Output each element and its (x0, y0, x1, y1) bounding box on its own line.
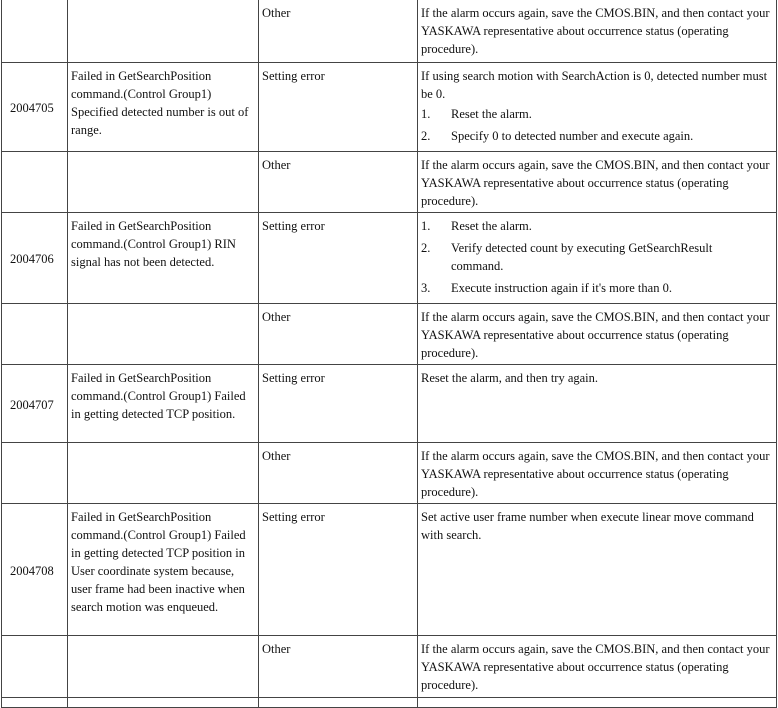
alarm-remedy-cell: If the alarm occurs again, save the CMOS.BIN, and then contact your YASKAWA representative about occurrence status (operating procedure). (418, 443, 777, 504)
alarm-remedy-cell (418, 698, 777, 708)
table-row (2, 213, 777, 304)
alarm-cause-cell (259, 698, 418, 708)
remedy-step: 2. Specify 0 to detected number and execute again. (421, 129, 694, 143)
alarm-cause-cell: Other (259, 0, 418, 63)
alarm-description-cell: Failed in GetSearchPosition command.(Control Group1) Specified detected number is out of range. (68, 63, 259, 152)
alarm-cause-cell: Setting error (259, 213, 418, 304)
alarm-description-cell (68, 443, 259, 504)
table-row (2, 152, 777, 213)
remedy-step: 1. Reset the alarm. (421, 107, 532, 121)
alarm-code-cell (2, 152, 68, 213)
remedy-step: 3. Execute instruction again if it's more than 0. (421, 281, 672, 295)
remedy-step: 1. Reset the alarm. (421, 219, 532, 233)
alarm-description-cell (68, 304, 259, 365)
table-row (2, 304, 777, 365)
alarm-cause-cell: Other (259, 443, 418, 504)
alarm-code-cell: 2004706 (2, 213, 68, 304)
table-row (2, 63, 777, 152)
table-row (2, 636, 777, 698)
alarm-code-cell: 2004707 (2, 365, 68, 443)
alarm-cause-cell: Other (259, 304, 418, 365)
alarm-description-cell: Failed in GetSearchPosition command.(Control Group1) RIN signal has not been detected. (68, 213, 259, 304)
alarm-remedy-cell: If the alarm occurs again, save the CMOS.BIN, and then contact your YASKAWA representative about occurrence status (operating procedure). (418, 0, 777, 63)
alarm-remedy-cell: If using search motion with SearchAction is 0, detected number must be 0. 1. Reset the alarm. 2. Specify 0 to detected number and execute again. (418, 63, 777, 152)
alarm-description-cell (68, 0, 259, 63)
remedy-step: 2. Verify detected count by executing GetSearchResult command. (421, 241, 713, 273)
alarm-description-cell (68, 698, 259, 708)
alarm-cause-cell: Setting error (259, 365, 418, 443)
alarm-remedy-cell: If the alarm occurs again, save the CMOS.BIN, and then contact your YASKAWA representative about occurrence status (operating procedure). (418, 304, 777, 365)
table-row (2, 443, 777, 504)
alarm-cause-cell: Setting error (259, 504, 418, 636)
alarm-remedy-cell: If the alarm occurs again, save the CMOS.BIN, and then contact your YASKAWA representative about occurrence status (operating procedure). (418, 152, 777, 213)
alarm-cause-cell: Other (259, 152, 418, 213)
alarm-description-cell (68, 636, 259, 698)
table-row (2, 504, 777, 636)
alarm-description-cell (68, 152, 259, 213)
alarm-description-cell: Failed in GetSearchPosition command.(Control Group1) Failed in getting detected TCP position. (68, 365, 259, 443)
alarm-remedy-cell (418, 213, 777, 304)
alarm-remedy-cell: If the alarm occurs again, save the CMOS.BIN, and then contact your YASKAWA representative about occurrence status (operating procedure). (418, 636, 777, 698)
table-row (2, 698, 777, 708)
alarm-code-cell (2, 304, 68, 365)
alarm-code-cell (2, 698, 68, 708)
alarm-table (1, 0, 777, 708)
alarm-remedy-cell: Set active user frame number when execute linear move command with search. (418, 504, 777, 636)
alarm-code-cell (2, 0, 68, 63)
table-row (2, 0, 777, 63)
alarm-cause-cell: Other (259, 636, 418, 698)
table-row (2, 365, 777, 443)
alarm-code-cell (2, 443, 68, 504)
alarm-cause-cell: Setting error (259, 63, 418, 152)
alarm-code-cell: 2004708 (2, 504, 68, 636)
alarm-code-cell (2, 636, 68, 698)
alarm-remedy-cell: Reset the alarm, and then try again. (418, 365, 777, 443)
alarm-code-cell: 2004705 (2, 63, 68, 152)
alarm-description-cell: Failed in GetSearchPosition command.(Control Group1) Failed in getting detected TCP position in User coordinate system because, user frame had been inactive when search motion was enqueued. (68, 504, 259, 636)
